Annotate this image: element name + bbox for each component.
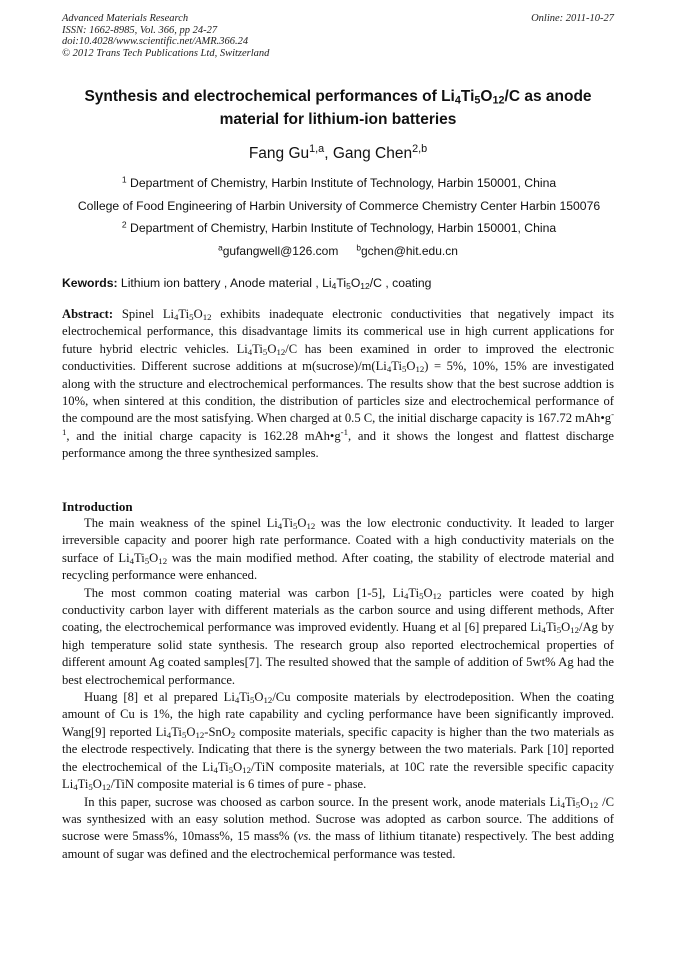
- abstract: Abstract: Spinel $Li_4Ti_5O_{12}$ exhibits inadequate electronic conductivities that negatively impact its electrochemical performance, this disadvantage limits its commerical use in high current applications for future hybrid electric vehicles. $Li_4Ti_5O_{12}/C$ has been examined in order to improved the electronic conductivities. Different sucrose additions at $m(sucrose)/m(Li_4Ti_5O_{12}) = 5\%$, 10%, 15% are investigated along with the structure and electrochemical performances. The results show that the best sucrose addtion is 10%, when sintered at this condition, the distribution of particles size and electrochemical performance of the compound are the most satisfying. When charged at 0.5 C, the initial discharge capacity is 167.72 $mAh•g^{-1}$, and the initial charge capacity is 162.28 $mAh•g^{-1}$, and it shows the longest and flattest discharge performance among the three synthesized samples.: [62, 307, 614, 461]
- abstract-label: Abstract:: [62, 307, 114, 321]
- paragraph: The main weakness of the spinel $Li_4Ti_5O_{12}$ was the low electronic conductivity. It leaded to larger irreversible capacity and poorer high rate performance. Coated with a high conductivity materials on the surface of $Li_4Ti_5O_{12}$ was the main modified method. After coating, the stability of electrode material and recycling performance were enhanced.: [62, 516, 614, 583]
- journal-header: [62, 13, 614, 59]
- doi-line: doi:10.4028/www.scientific.net/AMR.366.24: [62, 36, 249, 47]
- keywords-line: Kewords: Lithium ion battery , Anode material , $Li_4Ti_5O_{12}/C$ , coating: [62, 276, 432, 292]
- affiliation-1: $^1$ Department of Chemistry, Harbin Institute of Technology, Harbin 150001, China: [121, 174, 557, 190]
- author-name: Gang Chen: [332, 145, 413, 162]
- paragraph: Huang [8] et al prepared $Li_4Ti_5O_{12}/Cu$ composite materials by electrodeposition. When the coating amount of Cu is 1%, the high rate capability and cycling performance have been significantly improved. Wang[9] reported $Li_4Ti_5O_{12}-SnO_2$ composite materials, specific capacity is higher than the two materials as the electrode respectively. Indicating that there is the synergy between the two materials. Park [10] reported the electrochemical of the $Li_4Ti_5O_{12}$/TiN composite materials, at 10C rate the reversible specific capacity $Li_4Ti_5O_{12}$/TiN composite material is 6 times of pure - phase.: [62, 690, 614, 793]
- affiliation-2: $^2$ Department of Chemistry, Harbin Institute of Technology, Harbin 150001, China: [121, 219, 557, 235]
- email-link[interactable]: gufangwell@126.com: [222, 244, 339, 258]
- email-link[interactable]: gchen@hit.edu.cn: [361, 244, 458, 258]
- online-date: Online: 2011-10-27: [531, 13, 614, 24]
- paper-title: Synthesis and electrochemical performances of $Li_4Ti_5O_{12}/C$ as anode material for lithium-ion batteries: [84, 88, 592, 128]
- introduction-body: [62, 515, 614, 863]
- journal-name: Advanced Materials Research: [62, 13, 189, 24]
- paragraph: In this paper, sucrose was choosed as carbon source. In the present work, anode materials $Li_4Ti_5O_{12}$ /C was synthesized with an easy solution method. Sucrose was adopted as carbon source. The additions of sucrose were 5mass%, 10mass%, 15 mass% (vs. the mass of lithium titanate) respectively. The best adding amount of sugar was defined and the electrochemical performance was tested.: [62, 794, 614, 861]
- issn-line: ISSN: 1662-8985, Vol. 366, pp 24-27: [62, 24, 218, 36]
- paragraph: The most common coating material was carbon [1-5], $Li_4Ti_5O_{12}$ particles were coated by high conductivity carbon layer with different materials as the carbon source and using different methods, After coating, the electrochemical performance was improved evidently. Huang et al [6] prepared $Li_4Ti_5O_{12}/Ag$ by high temperature solid state synthesis. The research group also reported electrochemical properties of different amount Ag coated samples[7]. The resulted showed that the sample of addition of 5wt% Ag had the best electrochemical performance.: [62, 585, 614, 687]
- affiliation-1b: College of Food Engineering of Harbin University of Commerce Chemistry Center Harbin 150076: [77, 199, 601, 213]
- introduction-heading: Introduction: [62, 499, 133, 514]
- author-list: Fang Gu$^{1,a}$, Gang Chen$^{2,b}$: [248, 143, 428, 162]
- keywords-label: Kewords:: [62, 276, 118, 290]
- author-name: Fang Gu: [248, 145, 310, 162]
- copyright-line: © 2012 Trans Tech Publications Ltd, Switzerland: [62, 47, 270, 59]
- author-emails: $^a$gufangwell@126.com $^b$gchen@hit.edu.cn: [218, 242, 458, 258]
